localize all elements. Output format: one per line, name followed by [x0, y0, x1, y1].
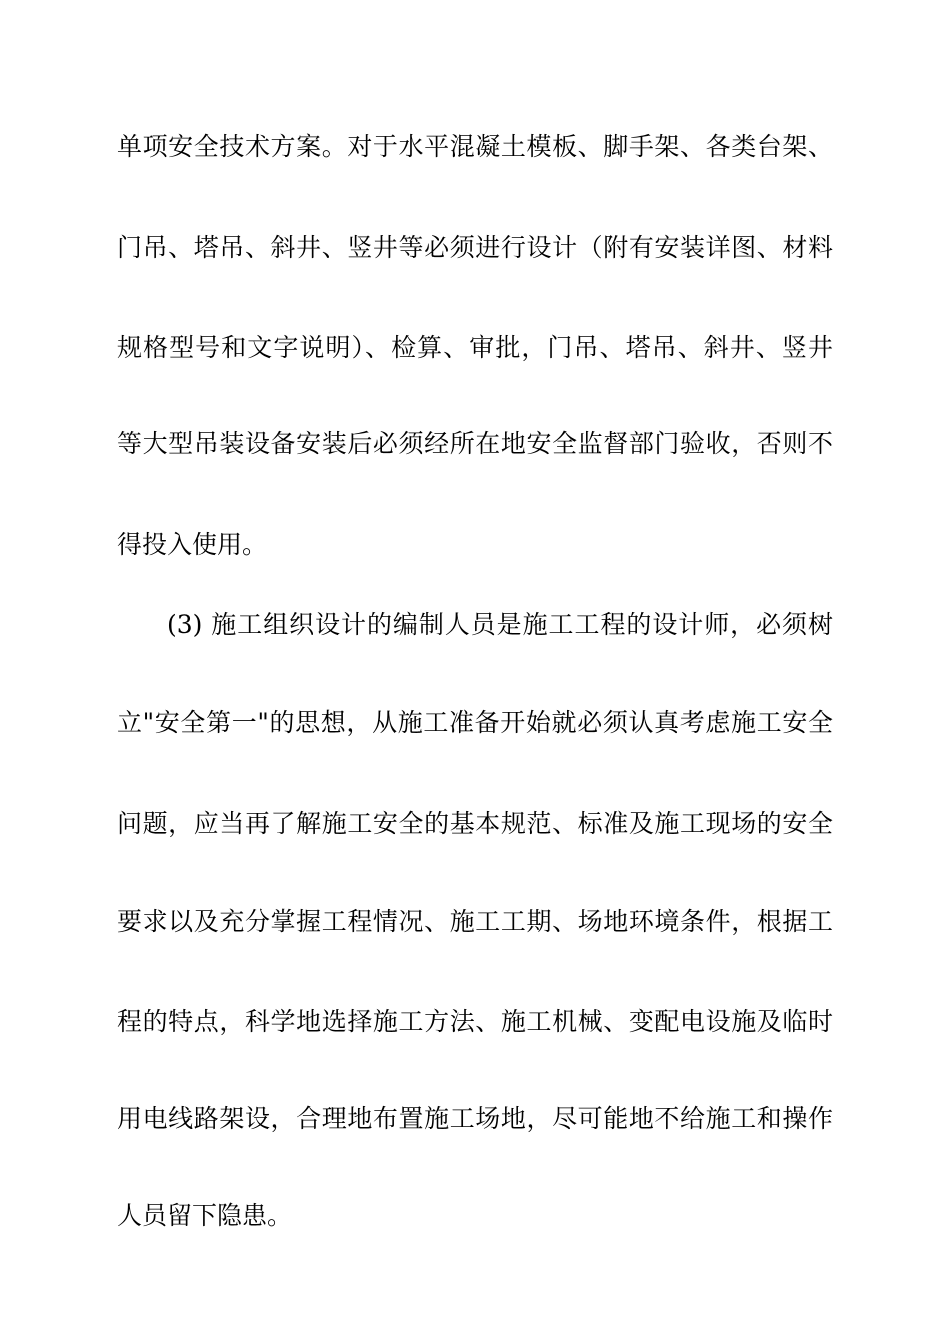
text-line: 单项安全技术方案。对于水平混凝土模板、脚手架、各类台架、 [117, 132, 833, 161]
text-line: 得投入使用。 [117, 530, 268, 559]
text-line: 程的特点，科学地选择施工方法、施工机械、变配电设施及临时 [117, 1007, 833, 1036]
paragraph-start-line: (3) 施工组织设计的编制人员是施工工程的设计师，必须树 [167, 610, 833, 639]
text-line: 人员留下隐患。 [117, 1201, 293, 1230]
text-line: 等大型吊装设备安装后必须经所在地安全监督部门验收，否则不 [117, 429, 833, 458]
text-line: 用电线路架设，合理地布置施工场地，尽可能地不给施工和操作 [117, 1104, 833, 1133]
text-line: 规格型号和文字说明）、检算、审批，门吊、塔吊、斜井、竖井 [117, 333, 833, 362]
text-line: 要求以及充分掌握工程情况、施工工期、场地环境条件，根据工 [117, 907, 833, 936]
text-line: 问题，应当再了解施工安全的基本规范、标准及施工现场的安全 [117, 809, 833, 838]
text-line: 门吊、塔吊、斜井、竖井等必须进行设计（附有安装详图、材料 [117, 233, 833, 262]
text-line: 立"安全第一"的思想，从施工准备开始就必须认真考虑施工安全 [117, 708, 833, 737]
